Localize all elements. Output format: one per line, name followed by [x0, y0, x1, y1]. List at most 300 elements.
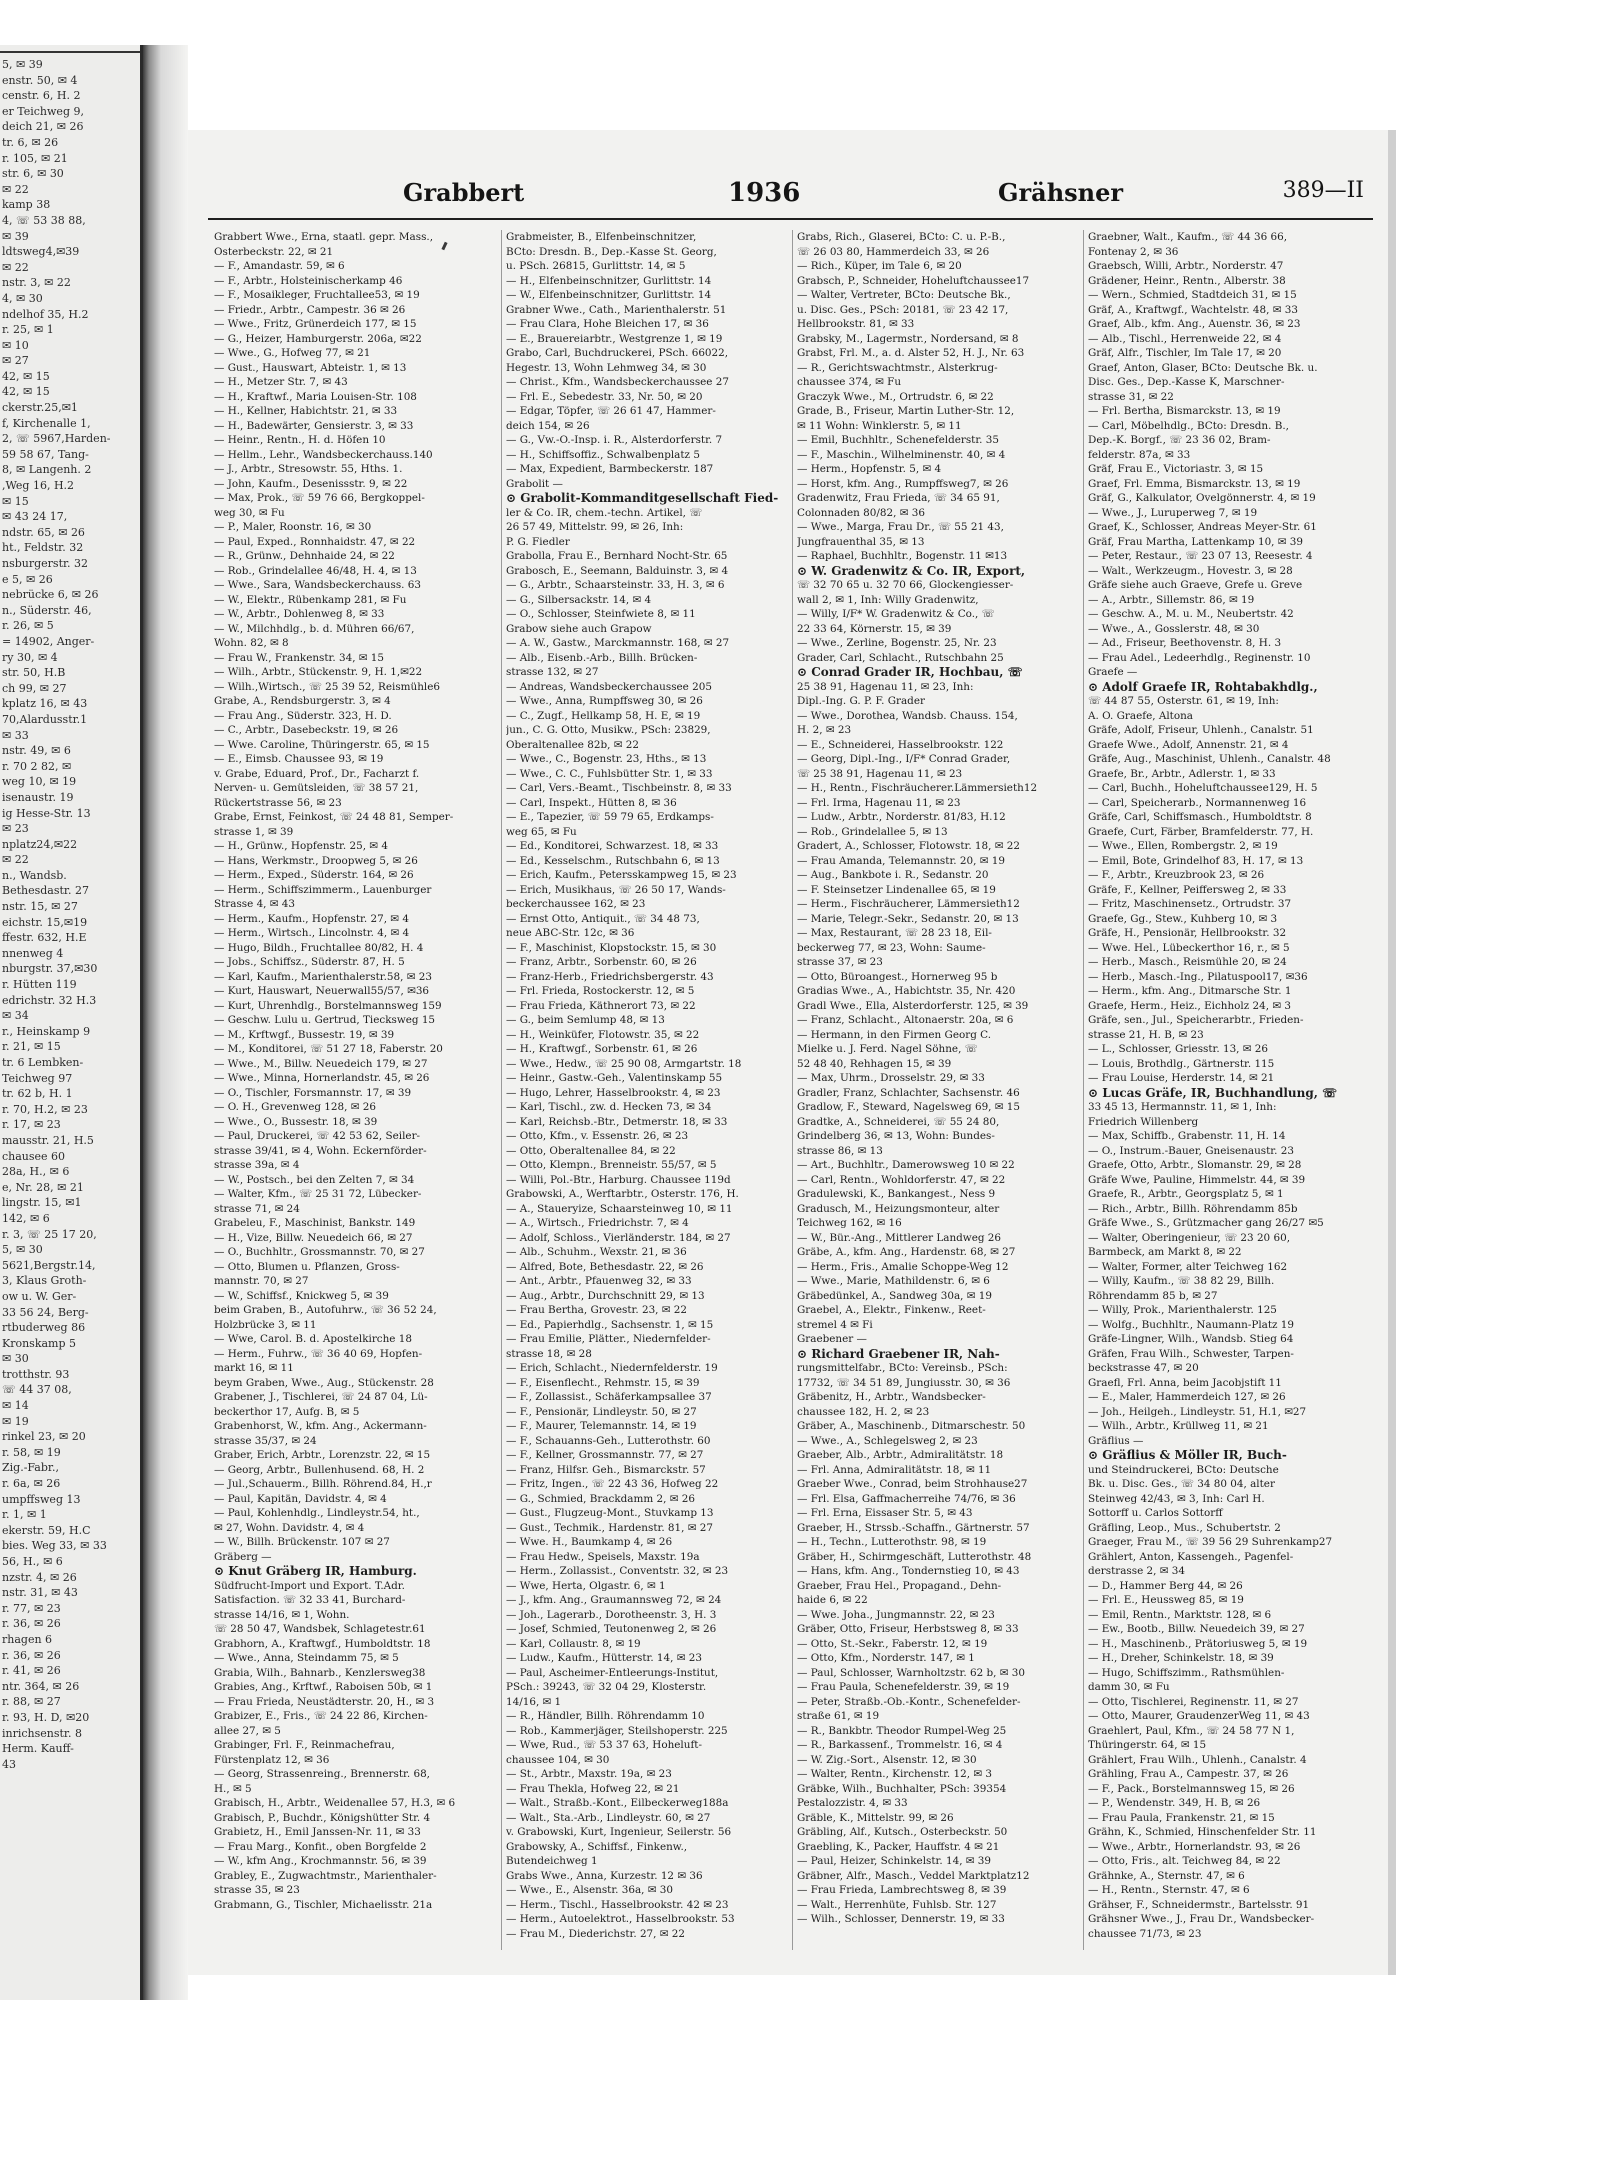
- directory-entry-line: Graeber Wwe., Conrad, beim Strohhause27: [797, 1478, 1028, 1490]
- directory-entry-line: — Wwe., J., Luruperweg 7, ✉ 19: [1088, 506, 1258, 519]
- directory-entry-line: — Frl. Bertha, Bismarckstr. 13, ✉ 19: [1088, 405, 1281, 417]
- directory-entry-line: damm 30, ✉ Fu: [1088, 1681, 1170, 1693]
- directory-entry-line: — Walt., Sta.-Arb., Lindleystr. 60, ✉ 27: [506, 1811, 711, 1824]
- page-header: [208, 178, 1378, 218]
- directory-entry-line: Gräfe, Aug., Maschinist, Uhlenh., Canalstr. 48: [1088, 753, 1331, 765]
- previous-page-line: r. 26, ✉ 5: [2, 619, 54, 633]
- previous-page-line: lingstr. 15, ✉1: [2, 1196, 82, 1210]
- directory-entry-line: — Alb., Eisenb.-Arb., Billh. Brücken-: [506, 651, 698, 664]
- directory-entry-line: Graefl, Frl. Anna, beim Jacobjstift 11: [1088, 1376, 1282, 1389]
- previous-page-line: nstr. 15, ✉ 27: [2, 900, 78, 914]
- directory-entry-line: Gräber, H., Schirmgeschäft, Lutterothstr. 48: [797, 1550, 1032, 1563]
- directory-entry-line: Grabietz, H., Emil Janssen-Nr. 11, ✉ 33: [214, 1826, 421, 1838]
- directory-entry-line: — R., Händler, Billh. Röhrendamm 10: [506, 1710, 705, 1722]
- directory-entry-line: — Ernst Otto, Antiquit., ☏ 34 48 73,: [506, 912, 700, 925]
- previous-page-line: r. 21, ✉ 15: [2, 1040, 61, 1054]
- directory-entry-line: Gräf, Frau E., Victoriastr. 3, ✉ 15: [1088, 463, 1264, 475]
- directory-entry-line: — Max, Uhrm., Drosselstr. 29, ✉ 33: [797, 1072, 985, 1084]
- directory-entry-line: — Hermann, in den Firmen Georg C.: [797, 1028, 992, 1041]
- directory-entry-line: — Herm., Wirtsch., Lincolnstr. 4, ✉ 4: [214, 927, 410, 939]
- previous-page-line: r. Hütten 119: [2, 978, 77, 992]
- directory-entry-line: — Erich, Kaufm., Petersskampweg 15, ✉ 23: [506, 869, 737, 881]
- directory-entry-line: — F., Eisenflecht., Rehmstr. 15, ✉ 39: [506, 1376, 700, 1389]
- directory-entry-line: — John, Kaufm., Desenissstr. 9, ✉ 22: [214, 477, 408, 490]
- directory-entry-line: ⊙ Grabolit-Kommanditgesellschaft Fied-: [506, 491, 779, 505]
- previous-page-line: kamp 38: [2, 198, 51, 212]
- directory-entry-line: — W., Milchhdlg., b. d. Mühren 66/67,: [214, 622, 415, 635]
- directory-entry-line: — Willy, Kaufm., ☏ 38 82 29, Billh.: [1088, 1275, 1275, 1287]
- directory-entry-line: derstrasse 2, ✉ 34: [1088, 1565, 1186, 1577]
- directory-entry-line: Graebner, Walt., Kaufm., ☏ 44 36 66,: [1088, 231, 1288, 243]
- directory-entry-line: strasse 71, ✉ 24: [214, 1202, 300, 1215]
- directory-entry-line: — D., Hammer Berg 44, ✉ 26: [1088, 1579, 1243, 1592]
- previous-page-line: isenaustr. 19: [2, 790, 74, 804]
- directory-entry-line: ⊙ W. Gradenwitz & Co. IR, Export,: [797, 563, 1026, 578]
- directory-entry-line: Gräbe, A., kfm. Ang., Hardenstr. 68, ✉ 27: [797, 1246, 1016, 1258]
- previous-page-line: 3, Klaus Groth-: [2, 1274, 87, 1288]
- directory-entry-line: — Paul, Kohlenhdlg., Lindleystr.54, ht.,: [214, 1507, 420, 1519]
- directory-entry-line: — Frau M., Diederichstr. 27, ✉ 22: [506, 1927, 686, 1940]
- directory-entry-line: Gradenwitz, Frau Frieda, ☏ 34 65 91,: [797, 492, 1000, 504]
- previous-page-line: 70,Alardusstr.1: [2, 712, 88, 726]
- directory-entry-line: — Max, Expedient, Barmbeckerstr. 187: [506, 463, 714, 475]
- directory-entry-line: — Wwe., C. C., Fuhlsbütter Str. 1, ✉ 33: [506, 767, 713, 780]
- directory-entry-line: — Frl. Anna, Admiralitätstr. 18, ✉ 11: [797, 1463, 992, 1476]
- directory-entry-line: 14/16, ✉ 1: [506, 1695, 562, 1708]
- directory-entry-line: Grabo, Carl, Buchdruckerei, PSch. 66022,: [506, 347, 729, 359]
- directory-entry-line: Graber, Erich, Arbtr., Lorenzstr. 22, ✉ 15: [214, 1449, 431, 1461]
- directory-entry-line: jun., C. G. Otto, Musikw., PSch: 23829,: [506, 724, 711, 736]
- directory-entry-line: — Aug., Bankbote i. R., Sedanstr. 20: [797, 869, 989, 881]
- directory-entry-line: Graefe, Curt, Färber, Bramfelderstr. 77, H.: [1088, 825, 1314, 838]
- previous-page-line: er Teichweg 9,: [2, 104, 84, 118]
- previous-page-line: r. 70, H.2, ✉ 23: [2, 1102, 88, 1116]
- directory-entry-line: — Frl. Irma, Hagenau 11, ✉ 23: [797, 796, 961, 809]
- directory-entry-line: Gräfe Wwe., S., Grützmacher gang 26/27 ✉5: [1088, 1217, 1324, 1229]
- directory-entry-line: — Wwe., Minna, Hornerlandstr. 45, ✉ 26: [214, 1072, 430, 1084]
- directory-entry-line: Grabbert Wwe., Erna, staatl. gepr. Mass.,: [214, 231, 434, 243]
- directory-entry-line: Strasse 4, ✉ 43: [214, 898, 296, 910]
- directory-entry-line: — H., Badewärter, Gensierstr. 3, ✉ 33: [214, 419, 414, 432]
- directory-entry-line: — Alfred, Bote, Bethesdastr. 22, ✉ 26: [506, 1260, 704, 1273]
- directory-entry-line: — Emil, Bote, Grindelhof 83, H. 17, ✉ 13: [1088, 854, 1304, 867]
- directory-entry-line: — G., Heizer, Hamburgerstr. 206a, ✉22: [214, 332, 422, 345]
- directory-entry-line: — H., Kraftwgf., Sorbenstr. 61, ✉ 26: [506, 1043, 698, 1055]
- directory-entry-line: — Hans, kfm. Ang., Tondernstieg 10, ✉ 43: [797, 1565, 1020, 1577]
- directory-entry-line: Teichweg 162, ✉ 16: [797, 1217, 902, 1229]
- directory-entry-line: — Carl, Inspekt., Hütten 8, ✉ 36: [506, 796, 677, 809]
- directory-entry-line: — F., Amandastr. 59, ✉ 6: [214, 260, 345, 272]
- directory-entry-line: Graefe, Gg., Stew., Kuhberg 10, ✉ 3: [1088, 912, 1278, 925]
- previous-page-line: tr. 6 Lembken-: [2, 1056, 84, 1069]
- directory-entry-line: — Frau Marg., Konfit., oben Borgfelde 2: [214, 1840, 427, 1853]
- column-3: [792, 230, 1083, 1950]
- directory-entry-line: — Willy, Prok., Marienthalerstr. 125: [1088, 1304, 1277, 1316]
- directory-entry-line: — Carl, Rentn., Wohldorferstr. 47, ✉ 22: [797, 1173, 1006, 1186]
- directory-entry-line: Grabolit —: [506, 477, 563, 490]
- previous-page-line: bies. Weg 33, ✉ 33: [2, 1539, 107, 1553]
- directory-entry-line: — Friedr., Arbtr., Campestr. 36 ✉ 26: [214, 303, 406, 316]
- directory-entry-line: mannstr. 70, ✉ 27: [214, 1275, 309, 1287]
- directory-entry-line: — Frl. E., Heussweg 85, ✉ 19: [1088, 1594, 1244, 1606]
- directory-entry-line: v. Grabe, Eduard, Prof., Dr., Facharzt f.: [214, 767, 420, 780]
- directory-entry-line: — Walter, Oberingenieur, ☏ 23 20 60,: [1088, 1231, 1291, 1244]
- directory-entry-line: Südfrucht-Import und Export. T.Adr.: [214, 1579, 405, 1592]
- directory-entry-line: 26 57 49, Mittelstr. 99, ✉ 26, Inh:: [506, 521, 684, 533]
- directory-entry-line: — Frau Bertha, Grovestr. 23, ✉ 22: [506, 1304, 688, 1316]
- previous-page-line: nnenweg 4: [2, 946, 64, 960]
- previous-page-line: ✉ 15: [2, 494, 29, 508]
- directory-entry-line: — Wwe, Herta, Olgastr. 6, ✉ 1: [506, 1579, 666, 1592]
- directory-entry-line: — F., Maurer, Telemannstr. 14, ✉ 19: [506, 1420, 697, 1432]
- directory-entry-line: — Frau Paula, Schenefelderstr. 39, ✉ 19: [797, 1681, 1010, 1693]
- directory-entry-line: Butendeichweg 1: [506, 1855, 598, 1867]
- directory-entry-line: strasse 37, ✉ 23: [797, 956, 883, 968]
- directory-entry-line: — Kurt, Uhrenhdlg., Borstelmannsweg 159: [214, 999, 442, 1012]
- directory-entry-line: — Herm., Schiffszimmerm., Lauenburger: [214, 883, 432, 896]
- directory-entry-line: — Ed., Papierhdlg., Sachsenstr. 1, ✉ 15: [506, 1318, 714, 1331]
- directory-entry-line: strasse 39a, ✉ 4: [214, 1159, 300, 1171]
- previous-page-line: ✉ 34: [2, 1009, 29, 1023]
- directory-entry-line: — Herb., Masch., Reismühle 20, ✉ 24: [1088, 956, 1287, 968]
- directory-entry-line: 52 48 40, Rehhagen 15, ✉ 39: [797, 1057, 952, 1070]
- directory-entry-line: — Geschw. A., M. u. M., Neubertstr. 42: [1088, 608, 1294, 620]
- directory-entry-line: strasse 21, H. B, ✉ 23: [1088, 1028, 1204, 1041]
- directory-entry-line: ☏ 25 38 91, Hagenau 11, ✉ 23: [797, 767, 963, 780]
- directory-entry-line: Colonnaden 80/82, ✉ 36: [797, 506, 925, 519]
- directory-entry-line: — Georg, Strassenreing., Brennerstr. 68,: [214, 1768, 430, 1780]
- directory-entry-line: — Otto, Klempn., Brenneistr. 55/57, ✉ 5: [506, 1159, 717, 1171]
- directory-entry-line: — H., Rentn., Fischräucherer.Lämmersieth12: [797, 782, 1038, 794]
- directory-entry-line: — Otto, Blumen u. Pflanzen, Gross-: [214, 1260, 400, 1273]
- previous-page-line: ldtsweg4,✉39: [2, 245, 80, 259]
- previous-page-line: = 14902, Anger-: [2, 634, 95, 648]
- previous-page-line: rinkel 23, ✉ 20: [2, 1430, 86, 1444]
- previous-page-line: e 5, ✉ 26: [2, 572, 53, 586]
- directory-entry-line: — Alb., Tischl., Herrenweide 22, ✉ 4: [1088, 332, 1282, 345]
- previous-page-line: nburgstr. 37,✉30: [2, 962, 98, 976]
- previous-page-line: str. 50, H.B: [2, 666, 66, 680]
- directory-entry-line: — G., Vw.-O.-Insp. i. R., Alsterdorferstr. 7: [506, 434, 723, 446]
- directory-entry-line: Fontenay 2, ✉ 36: [1088, 245, 1179, 258]
- directory-entry-line: — Edgar, Töpfer, ☏ 26 61 47, Hammer-: [506, 405, 716, 417]
- directory-entry-line: — Paul, Ascheimer-Entleerungs-Institut,: [506, 1666, 719, 1679]
- directory-entry-line: Gräf, G., Kalkulator, Ovelgönnerstr. 4, ✉ 19: [1088, 492, 1316, 504]
- directory-entry-line: Gradtke, A., Schneiderei, ☏ 55 24 80,: [797, 1115, 1000, 1128]
- directory-entry-line: Gräf, A., Kraftwgf., Wachtelstr. 48, ✉ 33: [1088, 303, 1298, 316]
- directory-entry-line: — Herm., Tischl., Hasselbrookstr. 42 ✉ 23: [506, 1898, 729, 1911]
- directory-entry-line: — Wwe., Marie, Mathildenstr. 6, ✉ 6: [797, 1275, 990, 1287]
- directory-entry-line: Pestalozzistr. 4, ✉ 33: [797, 1797, 908, 1809]
- directory-entry-line: — Wwe., M., Billw. Neuedeich 179, ✉ 27: [214, 1057, 428, 1070]
- directory-entry-line: — Wwe. H., Baumkamp 4, ✉ 26: [506, 1536, 673, 1548]
- directory-entry-line: — W., Billh. Brückenstr. 107 ✉ 27: [214, 1536, 390, 1548]
- directory-entry-line: — Gust., Flugzeug-Mont., Stuvkamp 13: [506, 1507, 714, 1519]
- directory-entry-line: — W., Elektr., Rübenkamp 281, ✉ Fu: [214, 593, 407, 606]
- previous-page-line: Kronskamp 5: [2, 1336, 77, 1350]
- directory-entry-line: P. G. Fiedler: [506, 535, 570, 548]
- directory-entry-line: Gräflius —: [1088, 1434, 1144, 1447]
- directory-entry-line: Graef, Anton, Glaser, BCto: Deutsche Bk. u.: [1088, 361, 1318, 374]
- directory-entry-line: — Walt., Straßb.-Kont., Eilbeckerweg188a: [506, 1797, 729, 1809]
- directory-entry-line: Grabmeister, B., Elfenbeinschnitzer,: [506, 231, 697, 243]
- directory-entry-line: Wohn. 82, ✉ 8: [214, 637, 289, 649]
- directory-entry-line: u. Disc. Ges., PSch: 20181, ☏ 23 42 17,: [797, 303, 1009, 316]
- directory-entry-line: 17732, ☏ 34 51 89, Jungiusstr. 30, ✉ 36: [797, 1376, 1011, 1389]
- previous-page-line: ✉ 14: [2, 1399, 29, 1413]
- directory-entry-line: Dep.-K. Borgf., ☏ 23 36 02, Bram-: [1088, 434, 1271, 446]
- directory-entry-line: — R., Bankbtr. Theodor Rumpel-Weg 25: [797, 1724, 1007, 1737]
- directory-entry-line: weg 30, ✉ Fu: [214, 506, 285, 519]
- directory-entry-line: — Wilh., Schlosser, Dennerstr. 19, ✉ 33: [797, 1913, 1005, 1925]
- directory-entry-line: — H., Vize, Billw. Neuedeich 66, ✉ 27: [214, 1231, 413, 1244]
- directory-entry-line: Grabner Wwe., Cath., Marienthalerstr. 51: [506, 303, 727, 316]
- directory-entry-line: — P., Maler, Roonstr. 16, ✉ 30: [214, 521, 372, 533]
- directory-entry-line: — Heinr., Rentn., H. d. Höfen 10: [214, 434, 386, 446]
- previous-page-line: r. 1, ✉ 1: [2, 1508, 47, 1522]
- directory-entry-line: beckerweg 77, ✉ 23, Wohn: Saume-: [797, 941, 986, 954]
- directory-entry-line: — Wilh., Arbtr., Stückenstr. 9, H. 1,✉22: [214, 666, 423, 678]
- directory-entry-line: — H., Techn., Lutterothstr. 98, ✉ 19: [797, 1536, 987, 1548]
- directory-entry-line: Gräfe, Adolf, Friseur, Uhlenh., Canalstr. 51: [1088, 724, 1314, 736]
- directory-entry-line: — H., Kellner, Habichtstr. 21, ✉ 33: [214, 405, 398, 417]
- directory-entry-line: Grabow siehe auch Grapow: [506, 622, 652, 635]
- directory-entry-line: Graehlert, Paul, Kfm., ☏ 24 58 77 N 1,: [1088, 1724, 1295, 1737]
- previous-page-line: n., Süderstr. 46,: [2, 603, 92, 617]
- directory-entry-line: — Raphael, Buchhltr., Bogenstr. 11 ✉13: [797, 550, 1008, 562]
- directory-entry-line: — Wilh.,Wirtsch., ☏ 25 39 52, Reismühle6: [214, 680, 440, 693]
- directory-entry-line: — Horst, kfm. Ang., Rumpffsweg7, ✉ 26: [797, 477, 1009, 490]
- directory-entry-line: — F., Arbtr., Kreuzbrook 23, ✉ 26: [1088, 869, 1265, 881]
- directory-entry-line: Grabisch, P., Buchdr., Königshütter Str. 4: [214, 1811, 431, 1824]
- directory-entry-line: Grabia, Wilh., Bahnarb., Kenzlersweg38: [214, 1666, 426, 1679]
- directory-entry-line: — Fritz, Maschinensetz., Ortrudstr. 37: [1088, 898, 1292, 910]
- previous-page-line: n., Wandsb.: [2, 868, 67, 882]
- directory-entry-line: — Walter, Rentn., Kirchenstr. 12, ✉ 3: [797, 1768, 992, 1780]
- directory-entry-line: Graef, Alb., kfm. Ang., Auenstr. 36, ✉ 23: [1088, 318, 1301, 330]
- directory-entry-line: — Rob., Kammerjäger, Steilshoperstr. 225: [506, 1724, 728, 1737]
- directory-entry-line: — H., Dreher, Schinkelstr. 18, ✉ 39: [1088, 1652, 1274, 1664]
- directory-entry-line: und Steindruckerei, BCto: Deutsche: [1088, 1463, 1279, 1476]
- directory-entry-line: Grabs Wwe., Anna, Kurzestr. 12 ✉ 36: [506, 1869, 703, 1882]
- previous-page-line: nzstr. 4, ✉ 26: [2, 1570, 77, 1584]
- directory-entry-line: — Herm., Fuhrw., ☏ 36 40 69, Hopfen-: [214, 1347, 423, 1360]
- directory-entry-line: — Wwe, Rud., ☏ 53 37 63, Hoheluft-: [506, 1739, 702, 1751]
- previous-page-line: ✉ 39: [2, 229, 29, 243]
- directory-entry-line: — Emil, Buchhltr., Schenefelderstr. 35: [797, 434, 1000, 446]
- previous-page-line: ndelhof 35, H.2: [2, 307, 89, 321]
- directory-entry-line: Graef, K., Schlosser, Andreas Meyer-Str. 61: [1088, 521, 1317, 533]
- directory-entry-line: Graebel, A., Elektr., Finkenw., Reet-: [797, 1304, 986, 1316]
- directory-entry-line: — Wwe., Ellen, Rombergstr. 2, ✉ 19: [1088, 840, 1278, 852]
- directory-entry-line: Steinweg 42/43, ✉ 3, Inh: Carl H.: [1088, 1492, 1265, 1505]
- directory-entry-line: — W., Arbtr., Dohlenweg 8, ✉ 33: [214, 608, 385, 620]
- directory-entry-line: — Frau Ang., Süderstr. 323, H. D.: [214, 709, 392, 722]
- previous-page-line: r. 58, ✉ 19: [2, 1445, 61, 1459]
- directory-entry-line: — Herm., Exped., Süderstr. 164, ✉ 26: [214, 869, 414, 881]
- directory-entry-line: — R., Grünw., Dehnhaide 24, ✉ 22: [214, 550, 395, 562]
- directory-entry-line: Grabosch, E., Seemann, Balduinstr. 3, ✉ 4: [506, 564, 729, 577]
- directory-entry-line: — J., kfm. Ang., Graumannsweg 72, ✉ 24: [506, 1594, 722, 1606]
- directory-entry-line: Grabe, Ernst, Feinkost, ☏ 24 48 81, Semper-: [214, 811, 454, 823]
- directory-entry-line: beym Graben, Wwe., Aug., Stückenstr. 28: [214, 1376, 434, 1389]
- directory-entry-line: — Heinr., Gastw.-Geh., Valentinskamp 55: [506, 1072, 723, 1084]
- column-4: [1083, 230, 1374, 1950]
- directory-entry-line: ☏ 26 03 80, Hammerdeich 33, ✉ 26: [797, 245, 990, 258]
- directory-entry-line: — Frl. Erna, Eissaser Str. 5, ✉ 43: [797, 1507, 973, 1519]
- directory-entry-line: Röhrendamm 85 b, ✉ 27: [1088, 1289, 1218, 1302]
- directory-entry-line: — Otto, Kfm., Norderstr. 147, ✉ 1: [797, 1652, 975, 1664]
- directory-entry-line: Gräber, Otto, Friseur, Herbstsweg 8, ✉ 33: [797, 1623, 1019, 1635]
- directory-entry-line: — Herm., kfm. Ang., Ditmarsche Str. 1: [1088, 985, 1292, 997]
- directory-entry-line: markt 16, ✉ 11: [214, 1362, 294, 1374]
- previous-page-line: ndstr. 65, ✉ 26: [2, 525, 85, 539]
- directory-entry-line: — Wwe., E., Alsenstr. 36a, ✉ 30: [506, 1884, 674, 1896]
- directory-entry-line: — R., Barkassenf., Trommelstr. 16, ✉ 4: [797, 1739, 1003, 1751]
- directory-entry-line: strasse 39/41, ✉ 4, Wohn. Eckernförder-: [214, 1144, 427, 1157]
- directory-entry-line: ⊙ Conrad Grader IR, Hochbau, ☏: [797, 665, 1023, 679]
- directory-entry-line: — Kurt, Hauswart, Neuerwall55/57, ✉36: [214, 985, 430, 997]
- directory-entry-line: — H., Weinküfer, Flotowstr. 35, ✉ 22: [506, 1028, 700, 1041]
- directory-entry-line: — H., Maschinenb., Prätoriusweg 5, ✉ 19: [1088, 1637, 1308, 1650]
- header-right-keyword: Grähsner: [998, 178, 1124, 207]
- directory-entry-line: — Ed., Konditorei, Schwarzest. 18, ✉ 33: [506, 840, 719, 852]
- directory-entry-line: ✉ 27, Wohn. Davidstr. 4, ✉ 4: [214, 1521, 365, 1534]
- directory-entry-line: Sottorff u. Carlos Sottorff: [1088, 1507, 1223, 1519]
- directory-entry-line: — Paul, Schlosser, Warnholtzstr. 62 b, ✉ 30: [797, 1666, 1025, 1679]
- directory-entry-line: — Joh., Heilgeh., Lindleystr. 51, H.1, ✉27: [1088, 1405, 1307, 1418]
- directory-entry-line: — Hellm., Lehr., Wandsbeckerchauss.140: [214, 448, 433, 461]
- directory-entry-line: — M., Konditorei, ☏ 51 27 18, Faberstr. 20: [214, 1043, 443, 1055]
- directory-entry-line: — F., Kellner, Grossmannstr. 77, ✉ 27: [506, 1449, 704, 1461]
- directory-entry-line: — Wwe., Anna, Rumpffsweg 30, ✉ 26: [506, 695, 703, 707]
- directory-entry-line: Grade, B., Friseur, Martin Luther-Str. 12,: [797, 405, 1015, 417]
- directory-entry-line: — Frau Adel., Ledeerhdlg., Reginenstr. 10: [1088, 651, 1311, 664]
- directory-entry-line: — P., Wendenstr. 349, H. B, ✉ 26: [1088, 1797, 1261, 1809]
- directory-entry-line: — Frau Frieda, Lambrechtsweg 8, ✉ 39: [797, 1884, 1007, 1896]
- previous-page-line: ekerstr. 59, H.C: [2, 1523, 91, 1537]
- directory-entry-line: — A., Staueryize, Schaarsteinweg 10, ✉ 11: [506, 1202, 733, 1215]
- directory-entry-line: Grabener, J., Tischlerei, ☏ 24 87 04, Lü-: [214, 1391, 428, 1403]
- previous-page-line: ✉ 33: [2, 728, 29, 742]
- directory-entry-line: — F., Mosaikleger, Fruchtallee53, ✉ 19: [214, 289, 420, 301]
- header-left-keyword: Grabbert: [403, 178, 525, 207]
- previous-page-line: 4, ☏ 53 38 88,: [2, 213, 86, 227]
- directory-entry-line: — Frau Thekla, Hofweg 22, ✉ 21: [506, 1782, 680, 1795]
- directory-entry-line: — Wwe., C., Bogenstr. 23, Hths., ✉ 13: [506, 753, 707, 765]
- previous-page-line: r. 3, ☏ 25 17 20,: [2, 1227, 97, 1241]
- previous-page-line: Zig.-Fabr.,: [2, 1461, 59, 1475]
- directory-entry-line: allee 27, ✉ 5: [214, 1724, 281, 1737]
- directory-entry-line: — Franz, Schlacht., Altonaerstr. 20a, ✉ 6: [797, 1014, 1014, 1026]
- directory-entry-line: — Frau Paula, Frankenstr. 21, ✉ 15: [1088, 1811, 1275, 1824]
- directory-entry-line: — Max, Prok., ☏ 59 76 66, Bergkoppel-: [214, 492, 425, 504]
- directory-entry-line: rungsmittelfabr., BCto: Vereinsb., PSch:: [797, 1362, 1008, 1374]
- directory-entry-line: Gräberg —: [214, 1550, 272, 1563]
- directory-entry-line: — Erich, Musikhaus, ☏ 26 50 17, Wands-: [506, 883, 726, 896]
- directory-entry-line: Gräfen, Frau Wilh., Schwester, Tarpen-: [1088, 1347, 1294, 1360]
- directory-entry-line: — Frau Frieda, Neustädterstr. 20, H., ✉ 3: [214, 1695, 435, 1708]
- directory-entry-line: Grabsky, M., Lagermstr., Nordersand, ✉ 8: [797, 332, 1019, 345]
- previous-page-line: rtbuderweg 86: [2, 1321, 86, 1335]
- directory-entry-line: — Herm., Fischräucherer, Lämmersieth12: [797, 898, 1020, 910]
- directory-entry-line: strasse 31, ✉ 22: [1088, 390, 1174, 403]
- previous-page-line: kplatz 16, ✉ 43: [2, 697, 88, 711]
- directory-entry-line: strasse 86, ✉ 13: [797, 1144, 883, 1157]
- directory-entry-line: strasse 1, ✉ 39: [214, 825, 294, 838]
- directory-entry-line: chaussee 104, ✉ 30: [506, 1753, 610, 1766]
- directory-entry-line: — Ant., Arbtr., Pfauenweg 32, ✉ 33: [506, 1275, 692, 1287]
- directory-entry-line: — Karl, Kaufm., Marienthalerstr.58, ✉ 23: [214, 970, 432, 983]
- directory-entry-line: strasse 35/37, ✉ 24: [214, 1434, 317, 1447]
- previous-page-line: 8, ✉ Langenh. 2: [2, 463, 92, 477]
- directory-entry-line: — Georg, Arbtr., Bullenhusend. 68, H. 2: [214, 1463, 425, 1476]
- directory-entry-line: — G., Arbtr., Schaarsteinstr. 33, H. 3, ✉ 6: [506, 579, 725, 591]
- directory-entry-line: — Christ., Kfm., Wandsbeckerchaussee 27: [506, 376, 729, 388]
- directory-entry-line: — Otto, Maurer, GraudenzerWeg 11, ✉ 43: [1088, 1710, 1310, 1722]
- directory-entry-line: — G., beim Semlump 48, ✉ 13: [506, 1014, 665, 1026]
- directory-entry-line: — Wwe., Fritz, Grünerdeich 177, ✉ 15: [214, 318, 417, 330]
- directory-entry-line: — E., Eimsb. Chaussee 93, ✉ 19: [214, 753, 384, 765]
- directory-entry-line: — Hugo, Bildh., Fruchtallee 80/82, H. 4: [214, 941, 424, 954]
- previous-page-line: deich 21, ✉ 26: [2, 120, 84, 134]
- directory-entry-line: — Willy, I/F* W. Gradenwitz & Co., ☏: [797, 608, 995, 620]
- directory-entry-line: H. 2, ✉ 23: [797, 724, 852, 736]
- directory-entry-line: — C., Zugf., Hellkamp 58, H. E, ✉ 19: [506, 709, 701, 722]
- directory-entry-line: — Frau Frieda, Käthnerort 73, ✉ 22: [506, 999, 696, 1012]
- directory-entry-line: Grähsner Wwe., J., Frau Dr., Wandsbecker-: [1088, 1913, 1315, 1925]
- directory-entry-line: — Wwe, Carol. B. d. Apostelkirche 18: [214, 1333, 412, 1345]
- previous-page-line: ☏ 44 37 08,: [2, 1383, 72, 1397]
- directory-entry-line: — Paul, Exped., Ronnhaidstr. 47, ✉ 22: [214, 535, 416, 548]
- previous-page-line: nstr. 31, ✉ 43: [2, 1586, 78, 1600]
- directory-entry-line: Gräfling, Leop., Mus., Schubertstr. 2: [1088, 1521, 1281, 1534]
- directory-entry-line: Gräfe Wwe, Pauline, Himmelstr. 44, ✉ 39: [1088, 1173, 1306, 1186]
- directory-entry-line: — Wilh., Arbtr., Krüllweg 11, ✉ 21: [1088, 1420, 1269, 1432]
- directory-entry-line: Grählert, Frau Wilh., Uhlenh., Canalstr. 4: [1088, 1753, 1307, 1766]
- directory-entry-line: — Erich, Schlacht., Niedernfelderstr. 19: [506, 1362, 718, 1374]
- directory-entry-line: Gräbedünkel, A., Sandweg 30a, ✉ 19: [797, 1289, 992, 1302]
- directory-entry-line: — H., Schiffsoffiz., Schwalbenplatz 5: [506, 448, 700, 461]
- directory-entry-line: A. O. Graefe, Altona: [1088, 709, 1193, 722]
- directory-entry-line: — L., Schlosser, Griesstr. 13, ✉ 26: [1088, 1043, 1269, 1055]
- directory-entry-line: — Rich., Arbtr., Billh. Röhrendamm 85b: [1088, 1202, 1298, 1215]
- directory-entry-line: — Hans, Werkmstr., Droopweg 5, ✉ 26: [214, 854, 418, 867]
- previous-page-line: 142, ✉ 6: [2, 1211, 50, 1225]
- directory-entry-line: beckerthor 17, Aufg. B, ✉ 5: [214, 1405, 360, 1418]
- directory-entry-line: — Frau Clara, Hohe Bleichen 17, ✉ 36: [506, 318, 709, 330]
- directory-entry-line: — Hugo, Schiffszimm., Rathsmühlen-: [1088, 1666, 1285, 1679]
- directory-entry-line: — Wwe. Hel., Lübeckerthor 16, r., ✉ 5: [1088, 941, 1290, 954]
- directory-entry-line: Gradler, Franz, Schlachter, Sachsenstr. 46: [797, 1086, 1020, 1099]
- previous-page-line: 28a, H., ✉ 6: [2, 1165, 70, 1179]
- previous-page-line: ckerstr.25,✉1: [2, 401, 78, 415]
- directory-entry-line: Bk. u. Disc. Ges., ☏ 34 80 04, alter: [1088, 1478, 1275, 1490]
- directory-entry-line: — Carl, Möbelhdlg., BCto: Dresdn. B.,: [1088, 419, 1289, 432]
- directory-entry-line: — F. Steinsetzer Lindenallee 65, ✉ 19: [797, 883, 996, 896]
- directory-entry-line: Grabisch, H., Arbtr., Weidenallee 57, H.3, ✉ 6: [214, 1797, 456, 1809]
- header-rule: [208, 218, 1373, 220]
- previous-page-line: ✉ 22: [2, 260, 29, 274]
- directory-entry-line: v. Grabowski, Kurt, Ingenieur, Seilerstr. 56: [506, 1826, 732, 1838]
- directory-entry-line: Gräfe, sen., Jul., Speicherarbtr., Frieden-: [1088, 1014, 1304, 1026]
- directory-entry-line: — Frau Amanda, Telemannstr. 20, ✉ 19: [797, 854, 1005, 867]
- directory-entry-line: — F., Pensionär, Lindleystr. 50, ✉ 27: [506, 1405, 697, 1418]
- directory-entry-line: — Wwe., A., Gosslerstr. 48, ✉ 30: [1088, 622, 1260, 635]
- directory-entry-line: — Andreas, Wandsbeckerchaussee 205: [506, 680, 712, 693]
- previous-page-line: chausee 60: [2, 1149, 66, 1163]
- directory-entry-line: Grabs, Rich., Glaserei, BCto: C. u. P.-B.,: [797, 231, 1006, 243]
